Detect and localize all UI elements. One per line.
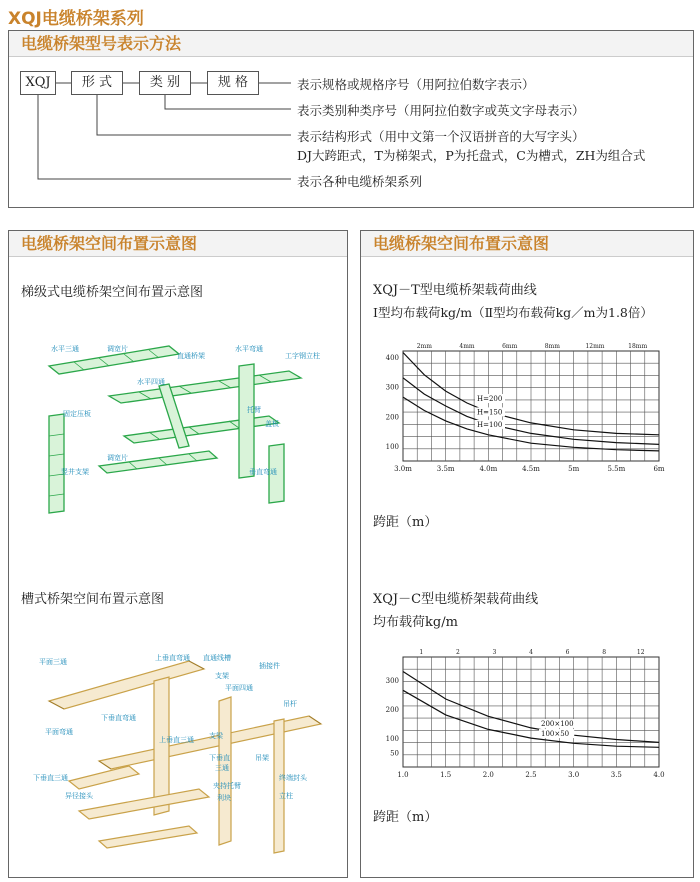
label-plane-tee: 平面三通 <box>39 658 67 666</box>
y-tick-label: 50 <box>390 749 399 758</box>
x-tick-label: 3.5m <box>436 465 455 473</box>
desc-form: 表示结构形式（用中文第一个汉语拼音的大写字头） <box>297 129 585 144</box>
label-straight-trough: 直通线槽 <box>203 654 231 662</box>
y-tick-label: 100 <box>385 443 399 452</box>
tag-xqj: XQJ <box>20 71 56 95</box>
label-lower-vertical-elbow: 下垂直弯通 <box>101 714 136 722</box>
chart1-title: XQJ－T型电缆桥架载荷曲线 <box>373 283 537 298</box>
label-hanger-rod: 吊杆 <box>283 700 297 708</box>
label-upper-vertical-tee: 上垂直三通 <box>159 736 194 744</box>
trough-diagram-title: 槽式桥架空间布置示意图 <box>21 592 165 607</box>
label-straight-tray: 直通桥架 <box>177 352 205 360</box>
t-type-load-chart <box>361 337 695 477</box>
y-tick-label: 200 <box>385 413 399 422</box>
x-tick-label: 4.0 <box>653 771 665 779</box>
label-block: 利块 <box>217 794 231 802</box>
x-top-tick-label: 3 <box>492 649 497 656</box>
x-top-tick-label: 8mm <box>544 343 560 350</box>
series-label: 200×100 <box>541 719 574 728</box>
chart1-subtitle: Ⅰ型均布载荷kg/m（Ⅱ型均布载荷kg／m为1.8倍） <box>373 305 653 320</box>
chart2-subtitle: 均布载荷kg/m <box>373 615 458 630</box>
label-horizontal-elbow: 水平弯通 <box>235 345 263 353</box>
x-top-tick-label: 6mm <box>502 343 518 350</box>
x-tick-label: 3.0 <box>568 771 580 779</box>
trough-tray-diagram <box>39 641 339 866</box>
ladder-diagram-title: 梯级式电缆桥架空间布置示意图 <box>21 285 204 300</box>
model-heading: 电缆桥架型号表示方法 <box>9 31 693 57</box>
desc-category: 表示类别种类序号（用阿拉伯数字或英文字母表示） <box>297 103 585 118</box>
label-upper-vertical-elbow: 上垂直弯通 <box>155 654 190 662</box>
series-label: 100×50 <box>541 730 570 739</box>
series-label: H=150 <box>477 408 503 417</box>
label-end-cap: 终端封头 <box>279 774 307 782</box>
layout-diagram-box <box>8 230 348 878</box>
label-horizontal-cross: 水平四通 <box>137 378 165 386</box>
label-bracket-arm: 托臂 <box>247 406 261 414</box>
label-shaft-support: 竖井支架 <box>61 468 89 476</box>
desc-series: 表示各种电缆桥架系列 <box>297 174 423 189</box>
page-title: XQJ电缆桥架系列 <box>8 9 144 29</box>
series-label: H=100 <box>477 420 503 429</box>
x-tick-label: 2.5 <box>525 771 537 779</box>
c-type-load-chart <box>361 643 695 783</box>
x-top-tick-label: 4mm <box>459 343 475 350</box>
tag-form: 形 式 <box>71 71 123 95</box>
x-tick-label: 3.5 <box>610 771 622 779</box>
y-tick-label: 400 <box>385 353 399 362</box>
label-connector: 插接件 <box>259 662 280 670</box>
label-support: 支架 <box>215 672 229 680</box>
x-top-tick-label: 2 <box>455 649 460 656</box>
model-notation-box <box>8 30 694 208</box>
right-heading: 电缆桥架空间布置示意图 <box>361 231 693 257</box>
tag-spec: 规 格 <box>207 71 259 95</box>
x-tick-label: 3.0m <box>394 465 412 473</box>
desc-form-detail: DJ大跨距式，T为梯架式，P为托盘式，C为槽式，ZH为组合式 <box>297 148 646 163</box>
x-tick-label: 4.5m <box>522 465 540 473</box>
label-cover-plate: 盖板 <box>265 420 279 428</box>
chart2-title: XQJ－C型电缆桥架载荷曲线 <box>373 592 539 607</box>
x-tick-label: 1.5 <box>440 771 452 779</box>
label-i-beam-column: 工字钢立柱 <box>285 352 320 360</box>
x-tick-label: 5m <box>568 465 580 473</box>
left-heading: 电缆桥架空间布置示意图 <box>9 231 347 257</box>
load-curve-box <box>360 230 694 878</box>
x-top-tick-label: 4 <box>529 649 533 656</box>
label-tee: 三通 <box>215 764 229 772</box>
x-top-tick-label: 12 <box>636 649 645 656</box>
x-top-tick-label: 8 <box>602 649 607 656</box>
label-plane-elbow: 平面弯通 <box>45 728 73 736</box>
label-support-beam: 支梁 <box>209 732 223 740</box>
y-tick-label: 300 <box>385 383 399 392</box>
tag-category: 类 别 <box>139 71 191 95</box>
label-plane-cross: 平面四通 <box>225 684 253 692</box>
x-tick-label: 2.0 <box>482 771 494 779</box>
desc-spec: 表示规格或规格序号（用阿拉伯数字表示） <box>297 77 535 92</box>
x-top-tick-label: 1 <box>419 649 424 656</box>
label-lower-vertical: 下垂直 <box>209 754 230 762</box>
chart2-xlabel: 跨距（m） <box>373 810 438 825</box>
series-label: H=200 <box>477 395 503 404</box>
label-reducer: 异径接头 <box>65 792 93 800</box>
x-tick-label: 4.0m <box>479 465 498 473</box>
x-top-tick-label: 6 <box>565 649 570 656</box>
x-top-tick-label: 12mm <box>585 343 605 350</box>
label-width-adapter: 调宽片 <box>107 345 128 353</box>
x-tick-label: 5.5m <box>607 465 626 473</box>
label-hanger: 吊架 <box>255 754 269 762</box>
label-column: 立柱 <box>279 792 293 800</box>
label-horizontal-tee: 水平三通 <box>51 345 79 353</box>
y-tick-label: 300 <box>385 677 399 686</box>
x-top-tick-label: 18mm <box>628 343 648 350</box>
x-top-tick-label: 2mm <box>416 343 432 350</box>
chart1-xlabel: 跨距（m） <box>373 515 438 530</box>
label-lower-vertical-tee: 下垂直三通 <box>33 774 68 782</box>
x-tick-label: 1.0 <box>397 771 409 779</box>
label-vertical-elbow: 垂直弯通 <box>249 468 277 476</box>
x-tick-label: 6m <box>653 465 665 473</box>
label-width-adapter-2: 调宽片 <box>107 454 128 462</box>
y-tick-label: 200 <box>385 706 399 715</box>
y-tick-label: 100 <box>385 735 399 744</box>
label-clamp-plate: 固定压板 <box>63 410 91 418</box>
label-clamp-arm: 夹持托臂 <box>213 782 241 790</box>
